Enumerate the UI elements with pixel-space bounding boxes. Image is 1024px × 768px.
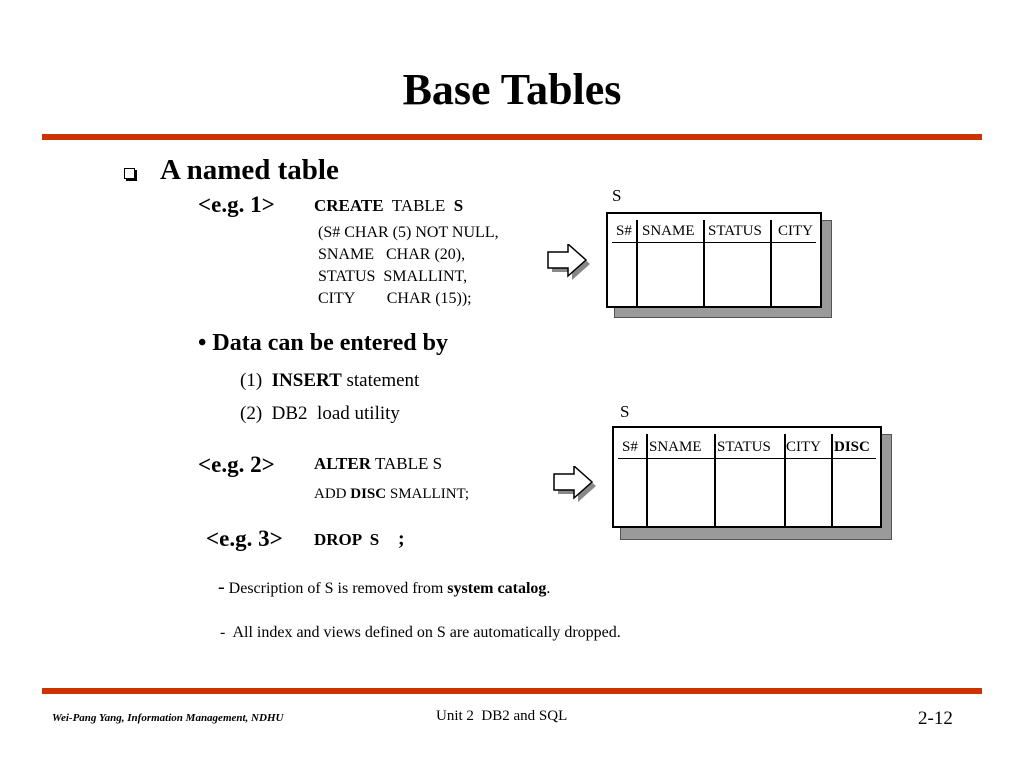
eg3-keyword: DROP S [314, 530, 380, 549]
right-arrow-icon [546, 244, 594, 284]
eg2-keyword: ALTER [314, 454, 372, 473]
eg1-label: <e.g. 1> [198, 192, 275, 217]
note-2: - All index and views defined on S are automatically dropped. [220, 624, 621, 641]
eg1-line-4: CITY CHAR (15)); [318, 290, 472, 307]
note1-text: Description of S is removed from [228, 580, 444, 597]
eg2-disc: DISC [350, 486, 387, 502]
eg1-keyword: CREATE [314, 196, 384, 215]
table2-divider [714, 434, 716, 526]
footer-page-number: 2-12 [918, 708, 953, 729]
table1-col-2: STATUS [708, 223, 762, 239]
note-1 [218, 576, 550, 599]
table2-divider [784, 434, 786, 526]
table2-col-2: STATUS [717, 439, 771, 455]
checkbox-bullet-icon [124, 168, 135, 179]
table1-divider [636, 220, 638, 306]
footer-author: Wei-Pang Yang, Information Management, NDHU [52, 712, 284, 724]
table2-divider [646, 434, 648, 526]
table1-divider [703, 220, 705, 306]
table1-col-1: SNAME [642, 223, 695, 239]
footer-divider [42, 688, 982, 694]
eg3-label: <e.g. 3> [206, 526, 283, 551]
table2-col-0: S# [622, 439, 638, 455]
note1-dash: - [218, 576, 225, 598]
table2-name: S [620, 402, 630, 421]
data-entry-text: Data can be entered by [212, 330, 448, 356]
eg2-type: SMALLINT; [389, 486, 470, 502]
table1-divider [770, 220, 772, 306]
eg2-add: ADD [314, 486, 347, 502]
eg1-statement [314, 196, 463, 216]
data-entry-item-1 [240, 370, 419, 392]
table2-header-line [618, 458, 876, 459]
data-entry-heading [198, 330, 448, 357]
table1 [606, 212, 822, 308]
table2-col-3: CITY [786, 439, 821, 455]
eg1-line-2: SNAME CHAR (20), [318, 246, 466, 263]
eg2-statement [314, 454, 442, 474]
bullet-heading: A named table [160, 154, 339, 186]
eg3-semicolon: ; [398, 528, 405, 550]
title-divider [42, 134, 982, 140]
eg2-rest: TABLE S [374, 454, 443, 473]
eg1-rest: TABLE [391, 196, 446, 215]
eg1-name: S [453, 196, 464, 215]
item1-rest: statement [346, 370, 420, 391]
note1-end: . [546, 580, 551, 597]
eg1-line-3: STATUS SMALLINT, [318, 268, 468, 285]
right-arrow-icon [552, 466, 600, 506]
table1-col-3: CITY [778, 223, 813, 239]
table1-name: S [612, 186, 622, 205]
item1-num: (1) [240, 370, 263, 391]
table2-divider [831, 434, 833, 526]
eg2-add-line [314, 486, 469, 503]
dot-bullet-icon: • [198, 330, 207, 356]
table1-col-0: S# [616, 223, 632, 239]
footer-unit: Unit 2 DB2 and SQL [436, 708, 568, 724]
eg1-line-1: (S# CHAR (5) NOT NULL, [318, 224, 499, 241]
table1-header-line [612, 242, 816, 243]
note1-bold: system catalog [447, 580, 547, 597]
table2 [612, 426, 882, 528]
table2-col-1: SNAME [649, 439, 702, 455]
slide-title: Base Tables [402, 65, 622, 114]
item1-bold: INSERT [271, 370, 342, 391]
eg2-label: <e.g. 2> [198, 452, 275, 477]
table2-col-4: DISC [834, 439, 870, 455]
data-entry-item-2: (2) DB2 load utility [240, 403, 400, 424]
